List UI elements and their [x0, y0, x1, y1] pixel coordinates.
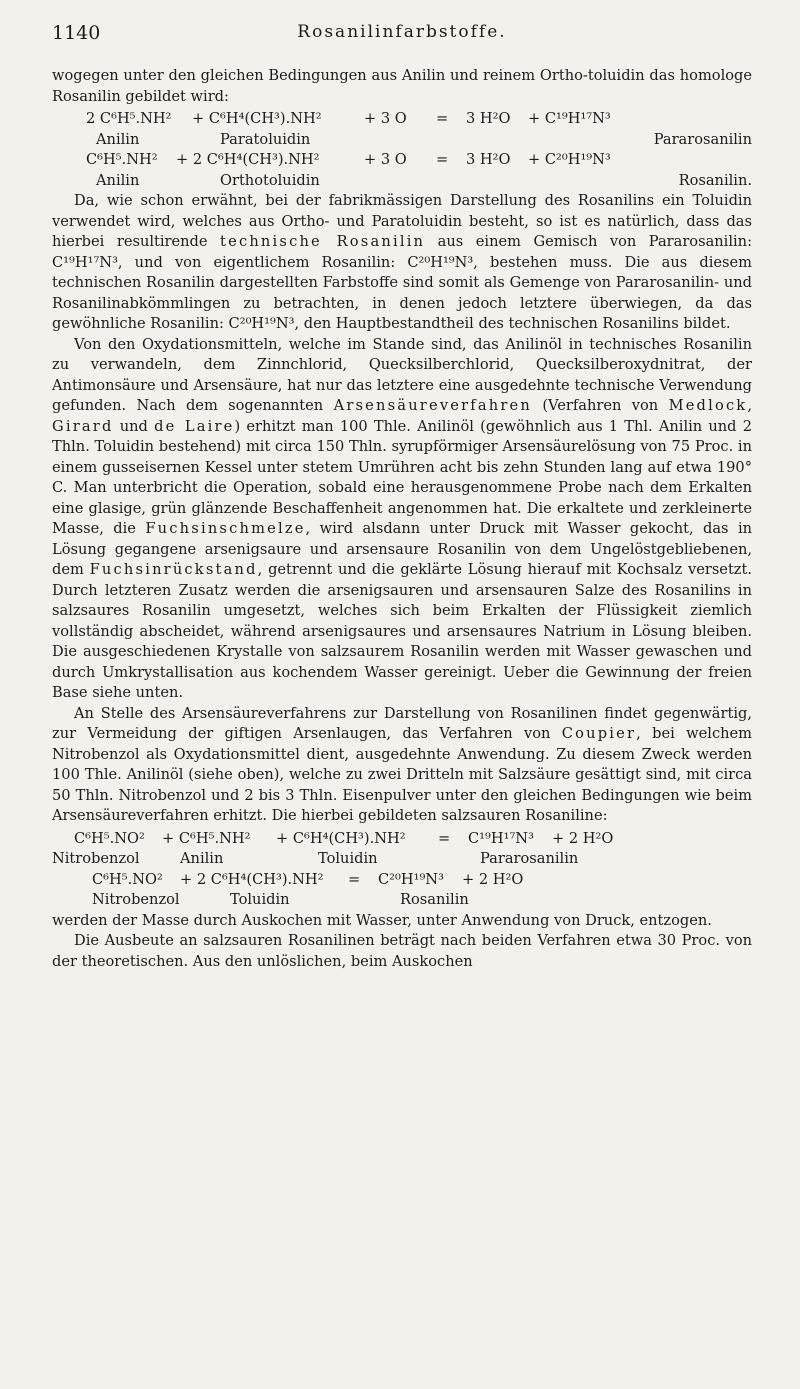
eq3-equals: = — [438, 829, 451, 847]
author-name: Girard — [52, 417, 114, 435]
paragraph-arsensaeureverfahren — [52, 335, 752, 704]
author-name: Medlock — [668, 397, 748, 414]
equation-2-labels — [52, 171, 752, 192]
eq3-term-nitrobenzol: C⁶H⁵.NO² — [74, 829, 145, 847]
eq2-label-rosanilin: Rosanilin. — [678, 171, 752, 189]
eq4-label-rosanilin: Rosanilin — [400, 891, 469, 908]
page-number: 1140 — [52, 22, 101, 44]
eq4-term-toluidin: + 2 C⁶H⁴(CH³).NH² — [180, 870, 324, 888]
eq3-term-toluidin: + C⁶H⁴(CH³).NH² — [276, 829, 406, 847]
eq2-term-rosanilin: + C²⁰H¹⁹N³ — [528, 151, 611, 168]
spaced-term: Arsensäureverfahren — [333, 397, 532, 414]
eq1-label-anilin: Anilin — [96, 130, 140, 148]
text-run: ) erhitzt man 100 Thle. Anilinöl (gewöhnlich aus 1 Thl. Anilin und 2 Thln. Toluidin bestehend) mit circa 150 Thln. syrupförmiger Arsensäurelösung von 75 Proc. in einem gusseisernen Kessel unter stetem Umrühren acht bis zehn Stunden lang auf etwa 190° C. Man unterbricht die Operation, sobald eine herausgenommene Probe nach dem Erkalten eine glasige, grün glänzende Beschaffenheit angenommen hat. Die erkaltete und zerkleinerte Masse, die — [52, 417, 753, 537]
eq1-label-pararosanilin: Pararosanilin — [653, 130, 752, 148]
eq1-term-pararosanilin: + C¹⁹H¹⁷N³ — [528, 110, 611, 127]
eq2-term-oxygen: + 3 O — [364, 151, 407, 168]
eq2-term-anilin: C⁶H⁵.NH² — [86, 151, 158, 168]
spaced-term: technische Rosanilin — [220, 233, 426, 250]
paragraph-ausbeute: Die Ausbeute an salzsauren Rosanilinen beträgt nach beiden Verfahren etwa 30 Proc. von der theoretischen. Aus den unlöslichen, beim Auskochen — [52, 932, 752, 970]
eq2-label-anilin: Anilin — [96, 171, 140, 189]
eq2-equals: = — [436, 151, 449, 168]
equation-3-labels — [52, 849, 752, 870]
eq3-term-pararosanilin: C¹⁹H¹⁷N³ — [468, 829, 534, 847]
author-name: de Laire — [154, 417, 235, 435]
eq3-label-pararosanilin: Pararosanilin — [480, 850, 579, 867]
paragraph-continuation: werden der Masse durch Auskochen mit Wasser, unter Anwendung von Druck, entzogen. — [52, 911, 712, 929]
eq3-term-water: + 2 H²O — [552, 829, 614, 847]
author-name: Coupier — [561, 725, 637, 742]
eq4-term-rosanilin: C²⁰H¹⁹N³ — [378, 870, 444, 888]
eq1-term-water: 3 H²O — [466, 110, 511, 127]
text-run: , — [747, 397, 752, 414]
paragraph-coupier-verfahren — [52, 704, 752, 827]
equation-1-formula — [52, 109, 752, 130]
text-run: , wird alsdann unter Druck mit Wasser gekocht, das in Lösung gegangene arsenigsaure und arsensaure Rosanilin von dem Ungelöstgebliebenen, dem — [52, 520, 753, 578]
text-run: aus einem Gemisch von Pararosanilin: C¹⁹H¹⁷N³, und von eigentlichem Rosanilin: C²⁰H¹⁹N³, bestehen muss. Die aus diesem technischen Rosanilin dargestellten Farbstoffe sind somit als Gemenge von Pararosanilin- und Rosanilinabkömmlingen zu betrachten, in denen jedoch letztere überwiegen, da das gewöhnliche Rosanilin: C²⁰H¹⁹N³, den Hauptbestandtheil des technischen Rosanilins bildet. — [52, 233, 753, 332]
eq1-term-paratoluidin: + C⁶H⁴(CH³).NH² — [192, 110, 322, 127]
spaced-term: Fuchsinrückstand — [89, 561, 258, 578]
running-title: Rosanilinfarbstoffe. — [297, 22, 507, 42]
eq3-term-anilin: + C⁶H⁵.NH² — [162, 829, 251, 847]
eq4-label-nitrobenzol: Nitrobenzol — [92, 891, 180, 908]
page-body — [52, 66, 752, 972]
eq2-label-orthotoluidin: Orthotoluidin — [220, 171, 320, 189]
eq1-label-paratoluidin: Paratoluidin — [220, 130, 311, 148]
text-run: Da, wie schon erwähnt, bei der fabrikmässigen Darstellung des Rosanilins ein Toluidin verwendet wird, welches aus Ortho- und Paratoluidin besteht, so ist es natürlich, dass das hierbei resultirende — [52, 192, 752, 250]
eq3-label-nitrobenzol: Nitrobenzol — [52, 850, 140, 867]
eq2-term-orthotoluidin: + 2 C⁶H⁴(CH³).NH² — [176, 151, 320, 168]
equation-1-labels — [52, 130, 752, 151]
eq4-term-water: + 2 H²O — [462, 870, 524, 888]
equation-2-formula — [52, 150, 752, 171]
spaced-term: Fuchsinschmelze — [145, 520, 306, 537]
eq4-label-toluidin: Toluidin — [230, 891, 290, 908]
text-run: (Verfahren von — [532, 397, 669, 414]
equation-4-labels — [52, 890, 752, 911]
eq3-label-toluidin: Toluidin — [318, 850, 378, 867]
text-run: und — [113, 417, 155, 435]
eq1-term-oxygen: + 3 O — [364, 110, 407, 127]
text-run: An Stelle des Arsensäureverfahrens zur Darstellung von Rosanilinen findet gegenwärtig, zur Vermeidung der giftigen Arsenlaugen, das Verfahren von — [52, 704, 752, 742]
eq2-term-water: 3 H²O — [466, 151, 511, 168]
paragraph-technisches-rosanilin — [52, 191, 752, 335]
text-run: , bei welchem Nitrobenzol als Oxydationsmittel dient, ausgedehnte Anwendung. Zu diesem Zweck werden 100 Thle. Anilinöl (siehe oben), welche zu zwei Dritteln mit Salzsäure gesättigt sind, mit circa 50 Thln. Nitrobenzol und 2 bis 3 Thln. Eisenpulver unter den gleichen Bedingungen wie beim Arsensäureverfahren erhitzt. Die hierbei gebildeten salzsauren Rosaniline: — [52, 725, 753, 824]
equation-4-formula — [52, 870, 752, 891]
page-header — [52, 22, 752, 48]
text-run: Von den Oxydationsmitteln, welche im Stande sind, das Anilinöl in technisches Rosanilin zu verwandeln, dem Zinnchlorid, Quecksilberchlorid, Quecksilberoxydnitrat, der Antimonsäure und Arsensäure, hat nur das letztere eine ausgedehnte technische Verwendung gefunden. Nach dem sogenannten — [52, 335, 752, 414]
text-run: , getrennt und die geklärte Lösung hierauf mit Kochsalz versetzt. Durch letzteren Zusatz werden die arsenigsauren und arsensauren Salze des Rosanilins in salzsaures Rosanilin umgesetzt, welches sich beim Erkalten der Flüssigkeit ziemlich vollständig abscheidet, während arsenigsaures und arsensaures Natrium in Lösung bleiben. Die ausgeschiedenen Krystalle von salzsaurem Rosanilin werden mit Wasser gewaschen und durch Umkrystallisation aus kochendem Wasser gereinigt. Ueber die Gewinnung der freien Base siehe unten. — [52, 561, 752, 701]
eq4-equals: = — [348, 870, 361, 888]
equation-3-formula — [52, 829, 752, 850]
eq1-equals: = — [436, 110, 449, 127]
intro-text: wogegen unter den gleichen Bedingungen aus Anilin und reinem Ortho-toluidin das homologe Rosanilin gebildet wird: — [52, 67, 752, 105]
eq3-label-anilin: Anilin — [180, 850, 224, 867]
eq1-term-anilin: 2 C⁶H⁵.NH² — [86, 110, 172, 127]
eq4-term-nitrobenzol: C⁶H⁵.NO² — [92, 870, 163, 888]
